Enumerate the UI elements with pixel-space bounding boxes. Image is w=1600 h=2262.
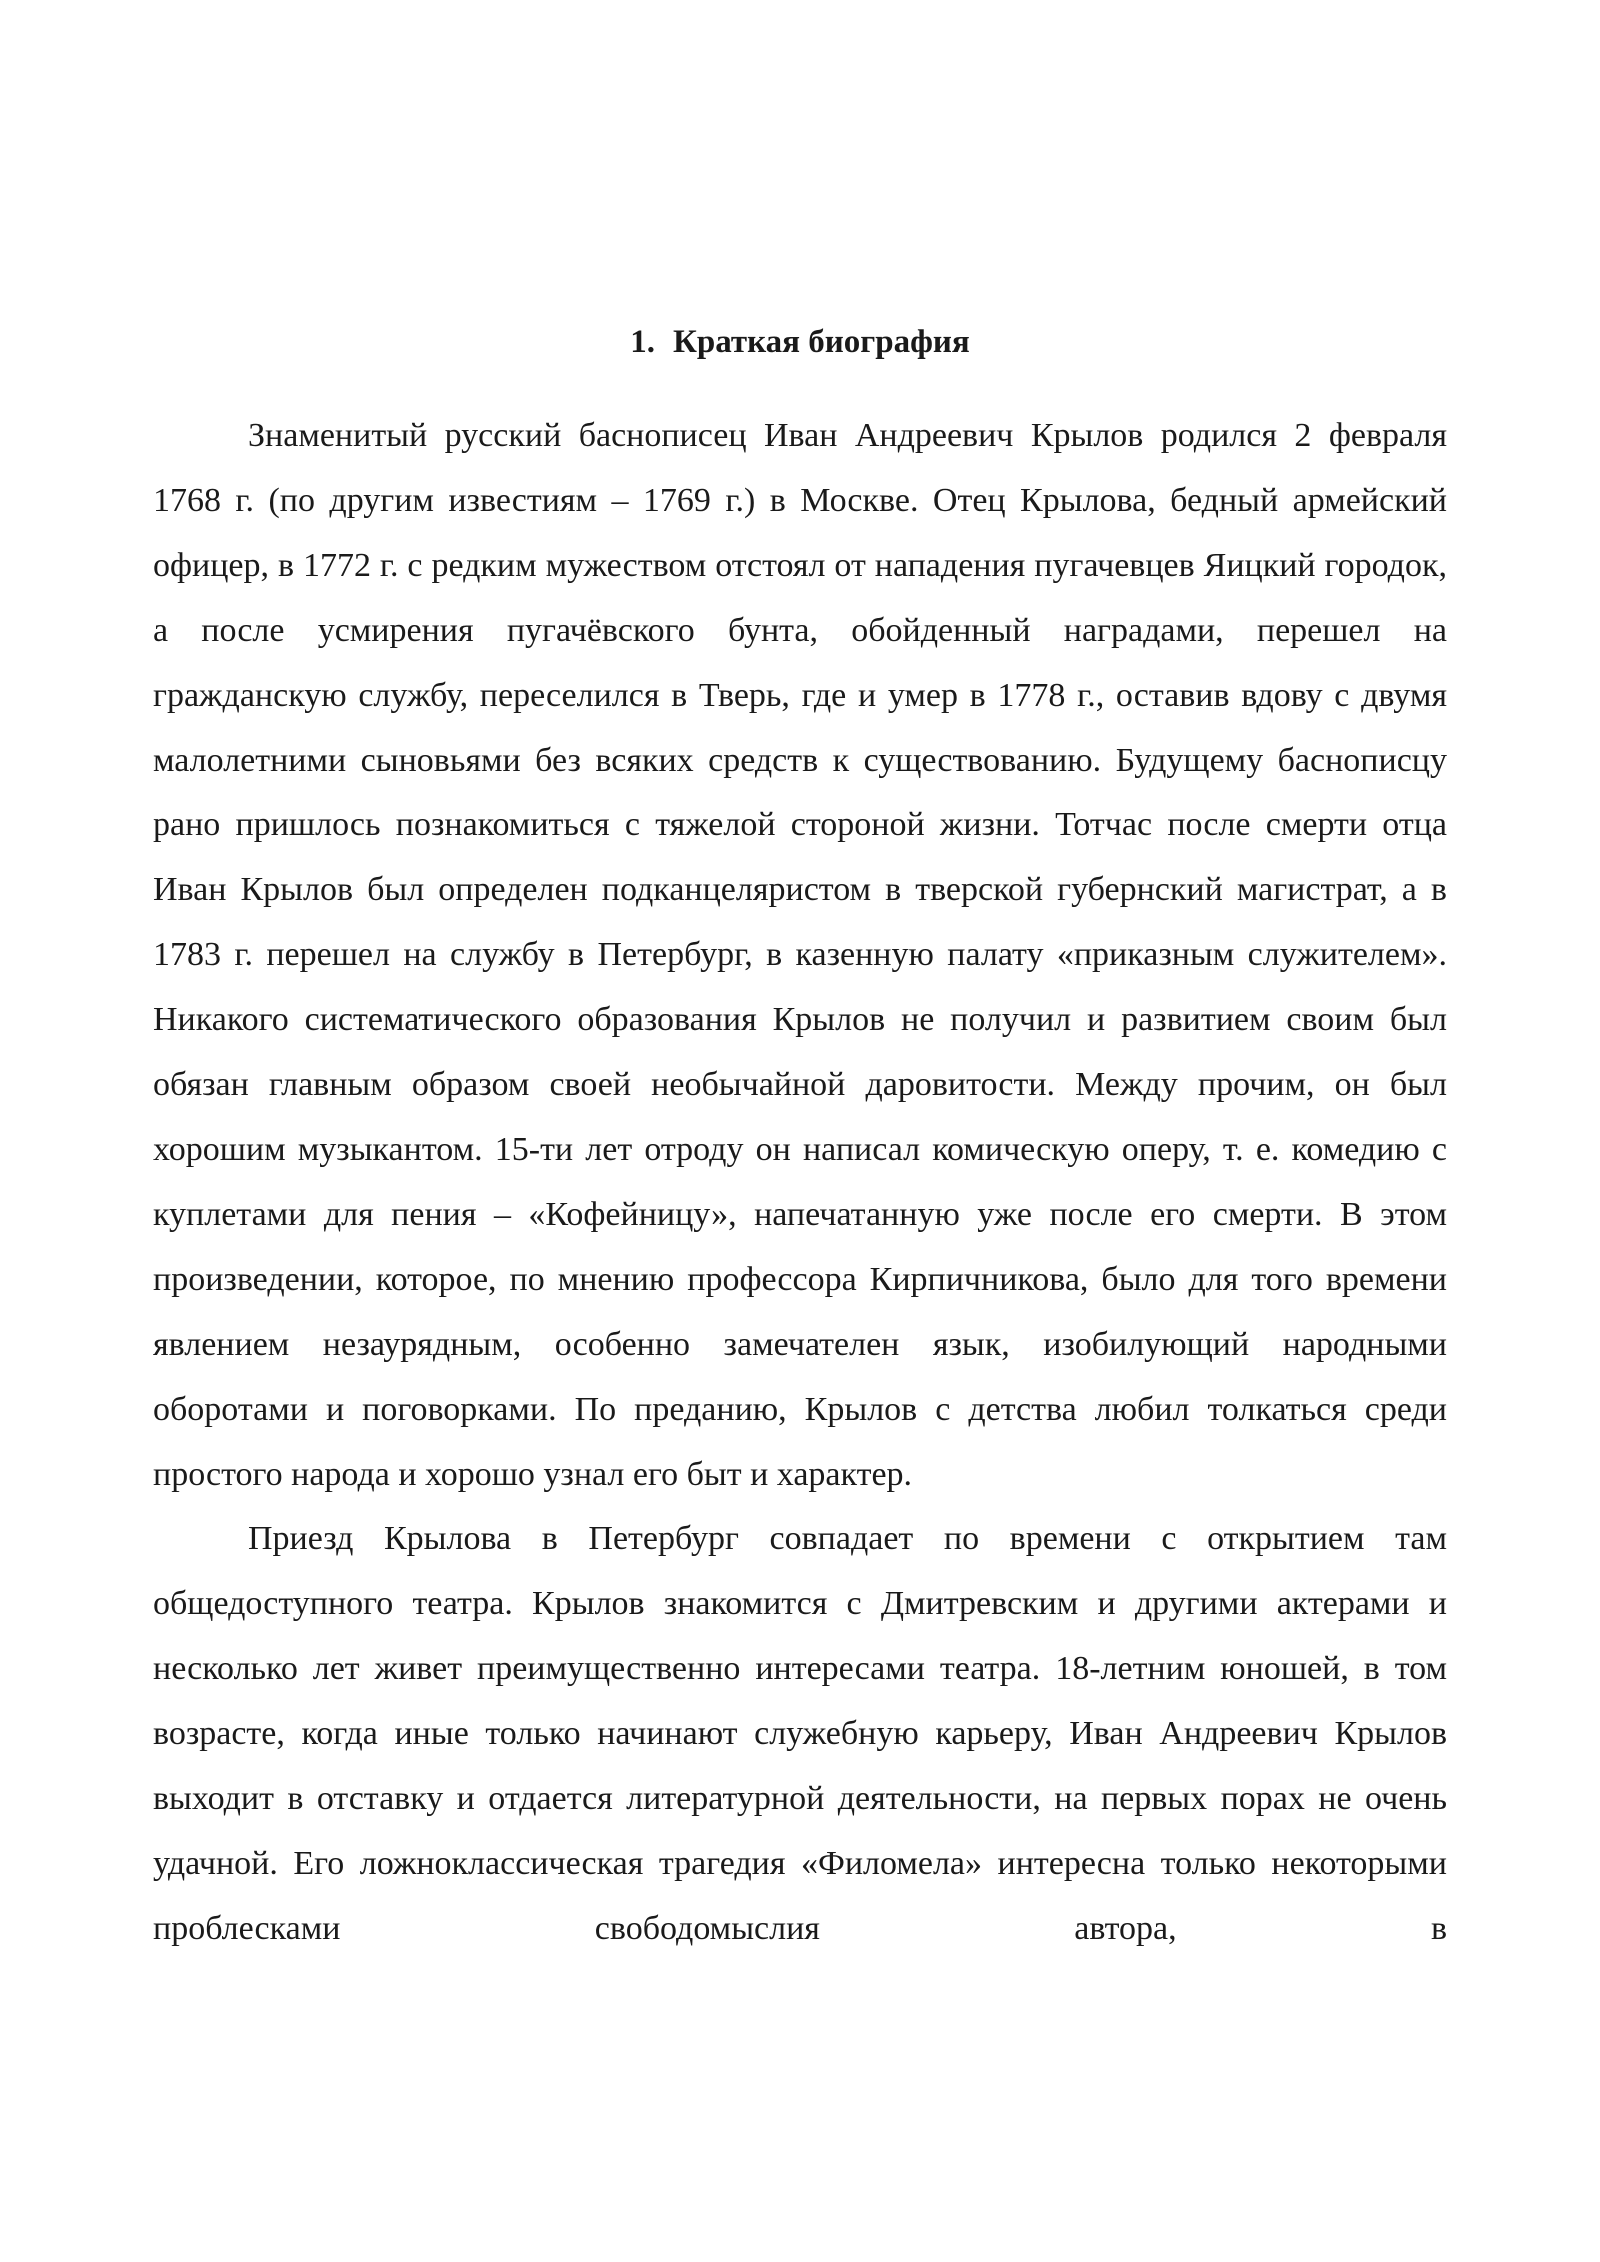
section-number: 1. bbox=[630, 324, 655, 360]
section-title: Краткая биография bbox=[672, 324, 970, 360]
document-page bbox=[153, 322, 1447, 1962]
paragraph-1: Знаменитый русский баснописец Иван Андреевич Крылов родился 2 февраля 1768 г. (по другим известиям – 1769 г.) в Москве. Отец Крылова, бедный армейский офицер, в 1772 г. с редким мужеством отстоял от нападения пугачевцев Яицкий городок, а после усмирения пугачёвского бунта, обойденный наградами, перешел на гражданскую службу, переселился в Тверь, где и умер в 1778 г., оставив вдову с двумя малолетними сыновьями без всяких средств к существованию. Будущему баснописцу рано пришлось познакомиться с тяжелой стороной жизни. Тотчас после смерти отца Иван Крылов был определен подканцеляристом в тверской губернский магистрат, а в 1783 г. перешел на службу в Петербург, в казенную палату «приказным служителем». Никакого систематического образования Крылов не получил и развитием своим был обязан главным образом своей необычайной даровитости. Между прочим, он был хорошим музыкантом. 15-ти лет отроду он написал комическую оперу, т. е. комедию с куплетами для пения – «Кофейницу», напечатанную уже после его смерти. В этом произведении, которое, по мнению профессора Кирпичникова, было для того времени явлением незаурядным, особенно замечателен язык, изобилующий народными оборотами и поговорками. По преданию, Крылов с детства любил толкаться среди простого народа и хорошо узнал его быт и характер. bbox=[153, 417, 1447, 1493]
section-heading bbox=[153, 322, 1447, 362]
paragraph-2: Приезд Крылова в Петербург совпадает по времени с открытием там общедоступного театра. Крылов знакомится с Дмитревским и другими актерами и несколько лет живет преимущественно интересами театра. 18-летним юношей, в том возрасте, когда иные только начинают служебную карьеру, Иван Андреевич Крылов выходит в отставку и отдается литературной деятельности, на первых порах не очень удачной. Его ложноклассическая трагедия «Филомела» интересна только некоторыми проблесками свободомыслия автора, в bbox=[153, 1520, 1447, 1947]
